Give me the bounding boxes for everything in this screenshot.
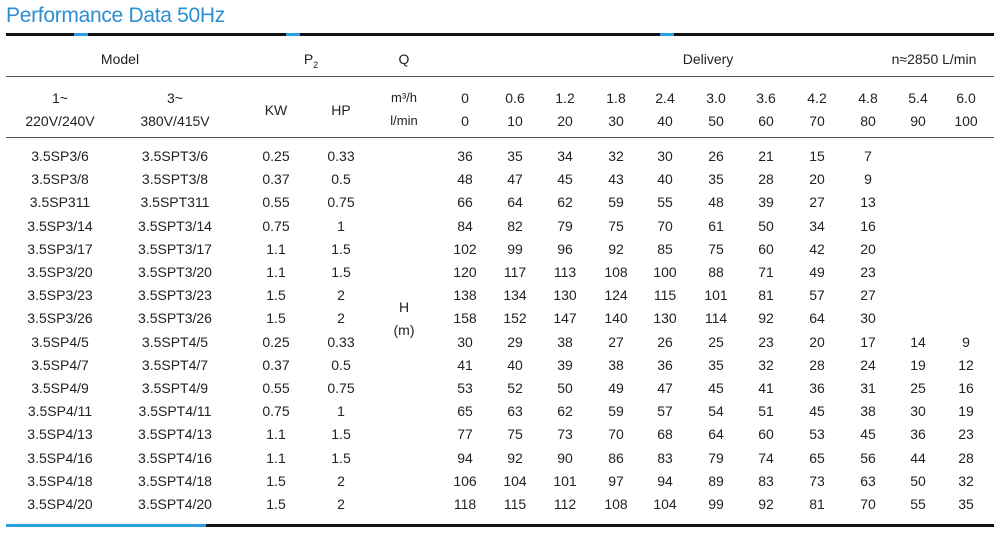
head-cell: 19 [958,403,974,419]
flow-m3h-cell: 5.4 [908,90,928,106]
header-p2 [304,51,318,70]
head-cell: 84 [457,218,473,234]
head-cell: 86 [608,450,624,466]
head-cell: 9 [864,171,872,187]
header-q: Q [398,51,410,67]
head-cell: 73 [557,426,573,442]
head-cell: 28 [809,357,825,373]
head-cell: 102 [453,241,477,257]
model-1ph-cell: 3.5SP3/26 [27,310,93,326]
flow-lmin-cell: 30 [608,113,624,129]
head-cell: 83 [657,450,673,466]
model-1ph-cell: 3.5SP3/14 [27,218,93,234]
header-unit-m3h: m³/h [391,90,417,105]
head-cell: 17 [860,334,876,350]
head-cell: 30 [860,310,876,326]
head-unit-m: (m) [393,322,415,338]
head-cell: 36 [809,380,825,396]
model-3ph-cell: 3.5SPT311 [140,194,210,210]
head-cell: 39 [758,194,774,210]
head-cell: 62 [557,194,573,210]
head-cell: 65 [809,450,825,466]
kw-cell: 0.25 [262,334,290,350]
head-cell: 63 [507,403,523,419]
head-cell: 7 [864,148,872,164]
head-cell: 35 [958,496,974,512]
kw-cell: 0.75 [262,218,290,234]
head-cell: 44 [910,450,926,466]
head-cell: 21 [758,148,774,164]
head-cell: 100 [653,264,677,280]
head-cell: 13 [860,194,876,210]
flow-lmin-cell: 100 [954,113,978,129]
head-cell: 48 [708,194,724,210]
hp-cell: 0.33 [327,148,355,164]
head-cell: 45 [708,380,724,396]
head-cell: 104 [503,473,527,489]
accent-mark [660,33,674,36]
hp-cell: 1 [337,403,345,419]
header-hp: HP [331,102,351,118]
header-speed: n≈2850 L/min [891,51,977,67]
hp-cell: 0.33 [327,334,355,350]
head-cell: 113 [553,264,577,280]
flow-lmin-cell: 0 [461,113,469,129]
flow-lmin-cell: 50 [708,113,724,129]
head-cell: 92 [758,310,774,326]
head-cell: 20 [860,241,876,257]
header-phase1-top: 1~ [52,90,68,106]
kw-cell: 0.55 [262,380,290,396]
head-cell: 94 [657,473,673,489]
head-cell: 73 [809,473,825,489]
head-cell: 30 [657,148,673,164]
flow-m3h-cell: 3.0 [706,90,726,106]
hp-cell: 2 [337,310,345,326]
head-cell: 88 [708,264,724,280]
head-cell: 92 [507,450,523,466]
kw-cell: 1.1 [266,426,286,442]
head-cell: 90 [557,450,573,466]
model-3ph-cell: 3.5SPT3/20 [138,264,212,280]
model-1ph-cell: 3.5SP4/9 [31,380,89,396]
kw-cell: 1.1 [266,450,286,466]
head-cell: 32 [608,148,624,164]
model-3ph-cell: 3.5SPT4/13 [138,426,212,442]
model-3ph-cell: 3.5SPT4/5 [141,334,209,350]
hp-cell: 1 [337,218,345,234]
kw-cell: 1.5 [266,496,286,512]
flow-m3h-cell: 3.6 [756,90,776,106]
flow-m3h-cell: 6.0 [956,90,976,106]
head-cell: 81 [809,496,825,512]
kw-cell: 0.25 [262,148,290,164]
flow-m3h-cell: 2.4 [655,90,675,106]
hp-cell: 2 [337,473,345,489]
head-cell: 62 [557,403,573,419]
head-cell: 26 [708,148,724,164]
head-cell: 31 [860,380,876,396]
head-cell: 99 [708,496,724,512]
head-cell: 51 [758,403,774,419]
top-rule [6,33,994,36]
head-cell: 45 [557,171,573,187]
head-cell: 65 [457,403,473,419]
head-cell: 52 [507,380,523,396]
head-cell: 55 [657,194,673,210]
model-1ph-cell: 3.5SP311 [29,194,91,210]
flow-m3h-cell: 1.8 [606,90,626,106]
head-cell: 79 [557,218,573,234]
hp-cell: 1.5 [331,426,351,442]
head-cell: 15 [809,148,825,164]
flow-lmin-cell: 10 [507,113,523,129]
head-cell: 92 [608,241,624,257]
head-cell: 49 [608,380,624,396]
head-cell: 50 [557,380,573,396]
head-cell: 12 [958,357,974,373]
hp-cell: 1.5 [331,264,351,280]
head-cell: 74 [758,450,774,466]
head-cell: 45 [809,403,825,419]
head-cell: 147 [553,310,577,326]
head-cell: 34 [557,148,573,164]
header-phase3-top: 3~ [167,90,183,106]
header-unit-lmin: l/min [390,113,418,128]
head-cell: 82 [507,218,523,234]
head-cell: 25 [708,334,724,350]
head-cell: 68 [657,426,673,442]
head-cell: 101 [704,287,728,303]
head-cell: 34 [809,218,825,234]
head-cell: 25 [910,380,926,396]
head-cell: 64 [708,426,724,442]
model-1ph-cell: 3.5SP4/13 [27,426,93,442]
head-cell: 36 [457,148,473,164]
head-cell: 97 [608,473,624,489]
head-cell: 124 [604,287,628,303]
model-3ph-cell: 3.5SPT3/26 [138,310,212,326]
head-cell: 63 [860,473,876,489]
head-cell: 47 [507,171,523,187]
head-cell: 23 [860,264,876,280]
head-cell: 130 [653,310,677,326]
model-3ph-cell: 3.5SPT4/9 [141,380,209,396]
head-cell: 57 [657,403,673,419]
kw-cell: 1.1 [266,264,286,280]
flow-lmin-cell: 60 [758,113,774,129]
head-cell: 14 [910,334,926,350]
kw-cell: 1.1 [266,241,286,257]
header-kw: KW [264,102,288,118]
head-cell: 42 [809,241,825,257]
head-cell: 115 [503,496,527,512]
head-cell: 59 [608,403,624,419]
hp-cell: 1.5 [331,241,351,257]
head-cell: 75 [507,426,523,442]
head-cell: 32 [958,473,974,489]
head-cell: 53 [457,380,473,396]
head-cell: 117 [503,264,527,280]
head-cell: 27 [860,287,876,303]
hp-cell: 1.5 [331,450,351,466]
head-cell: 35 [708,357,724,373]
model-3ph-cell: 3.5SPT4/11 [138,403,212,419]
page-title: Performance Data 50Hz [6,4,225,27]
head-cell: 47 [657,380,673,396]
head-cell: 118 [453,496,477,512]
flow-lmin-cell: 40 [657,113,673,129]
kw-cell: 0.37 [262,171,290,187]
model-1ph-cell: 3.5SP4/5 [31,334,89,350]
accent-mark [286,33,300,36]
head-cell: 38 [557,334,573,350]
head-cell: 108 [604,496,628,512]
head-cell: 54 [708,403,724,419]
model-3ph-cell: 3.5SPT3/14 [138,218,212,234]
head-cell: 130 [553,287,577,303]
header-delivery: Delivery [682,51,734,67]
model-3ph-cell: 3.5SPT4/16 [138,450,212,466]
head-cell: 81 [758,287,774,303]
head-cell: 27 [809,194,825,210]
head-cell: 56 [860,450,876,466]
model-3ph-cell: 3.5SPT4/7 [141,357,209,373]
head-cell: 39 [557,357,573,373]
head-cell: 50 [758,218,774,234]
head-unit-h: H [398,299,410,315]
head-cell: 83 [758,473,774,489]
model-3ph-cell: 3.5SPT3/6 [141,148,209,164]
head-cell: 140 [604,310,628,326]
model-3ph-cell: 3.5SPT3/17 [138,241,212,257]
flow-m3h-cell: 0 [461,90,469,106]
kw-cell: 1.5 [266,310,286,326]
hp-cell: 2 [337,287,345,303]
header-p2-sub: 2 [313,59,319,70]
model-1ph-cell: 3.5SP3/20 [27,264,93,280]
head-cell: 99 [507,241,523,257]
header-divider [6,137,994,138]
head-cell: 101 [553,473,577,489]
model-1ph-cell: 3.5SP4/11 [27,403,93,419]
head-cell: 60 [758,426,774,442]
flow-lmin-cell: 90 [910,113,926,129]
head-cell: 104 [653,496,677,512]
head-cell: 26 [657,334,673,350]
head-cell: 53 [809,426,825,442]
model-1ph-cell: 3.5SP4/20 [27,496,93,512]
head-cell: 108 [604,264,628,280]
header-phase3-bottom: 380V/415V [140,113,210,129]
flow-m3h-cell: 4.8 [858,90,878,106]
model-1ph-cell: 3.5SP3/17 [27,241,93,257]
header-p2-letter: P [303,51,314,67]
head-cell: 94 [457,450,473,466]
head-cell: 152 [503,310,527,326]
hp-cell: 0.5 [331,171,351,187]
hp-cell: 0.75 [327,380,355,396]
kw-cell: 1.5 [266,287,286,303]
head-cell: 27 [608,334,624,350]
flow-m3h-cell: 4.2 [807,90,827,106]
head-cell: 23 [958,426,974,442]
head-cell: 41 [457,357,473,373]
flow-lmin-cell: 20 [557,113,573,129]
head-cell: 138 [453,287,477,303]
model-3ph-cell: 3.5SPT3/8 [141,171,209,187]
hp-cell: 0.5 [331,357,351,373]
flow-lmin-cell: 70 [809,113,825,129]
head-cell: 66 [457,194,473,210]
head-cell: 70 [860,496,876,512]
model-3ph-cell: 3.5SPT4/20 [138,496,212,512]
model-1ph-cell: 3.5SP3/23 [27,287,93,303]
head-cell: 23 [758,334,774,350]
flow-m3h-cell: 0.6 [505,90,525,106]
head-cell: 79 [708,450,724,466]
head-cell: 16 [958,380,974,396]
head-cell: 38 [860,403,876,419]
flow-m3h-cell: 1.2 [555,90,575,106]
head-cell: 38 [608,357,624,373]
head-cell: 35 [507,148,523,164]
head-cell: 49 [809,264,825,280]
head-cell: 112 [553,496,577,512]
head-cell: 120 [453,264,477,280]
accent-mark [6,524,206,527]
head-cell: 70 [608,426,624,442]
head-cell: 75 [708,241,724,257]
head-cell: 64 [809,310,825,326]
head-cell: 32 [758,357,774,373]
model-1ph-cell: 3.5SP4/16 [27,450,93,466]
head-cell: 92 [758,496,774,512]
head-cell: 30 [910,403,926,419]
head-cell: 61 [708,218,724,234]
kw-cell: 0.55 [262,194,290,210]
header-model: Model [100,51,140,67]
head-cell: 19 [910,357,926,373]
head-cell: 40 [657,171,673,187]
head-cell: 70 [657,218,673,234]
head-cell: 16 [860,218,876,234]
kw-cell: 1.5 [266,473,286,489]
model-1ph-cell: 3.5SP4/7 [31,357,89,373]
head-cell: 77 [457,426,473,442]
head-cell: 48 [457,171,473,187]
head-cell: 106 [453,473,477,489]
head-cell: 89 [708,473,724,489]
kw-cell: 0.75 [262,403,290,419]
model-1ph-cell: 3.5SP3/6 [31,148,89,164]
head-cell: 41 [758,380,774,396]
header-phase1-bottom: 220V/240V [25,113,95,129]
hp-cell: 0.75 [327,194,355,210]
head-cell: 55 [910,496,926,512]
head-cell: 28 [758,171,774,187]
head-cell: 115 [653,287,677,303]
model-1ph-cell: 3.5SP3/8 [31,171,89,187]
head-cell: 20 [809,334,825,350]
accent-mark [74,33,88,36]
head-cell: 60 [758,241,774,257]
head-cell: 36 [657,357,673,373]
head-cell: 71 [758,264,774,280]
head-cell: 36 [910,426,926,442]
head-cell: 30 [457,334,473,350]
head-cell: 20 [809,171,825,187]
head-cell: 57 [809,287,825,303]
head-cell: 24 [860,357,876,373]
head-cell: 50 [910,473,926,489]
head-cell: 9 [962,334,970,350]
head-cell: 75 [608,218,624,234]
model-1ph-cell: 3.5SP4/18 [27,473,93,489]
head-cell: 35 [708,171,724,187]
head-cell: 64 [507,194,523,210]
head-cell: 158 [453,310,477,326]
head-cell: 29 [507,334,523,350]
head-cell: 59 [608,194,624,210]
head-cell: 134 [503,287,527,303]
flow-lmin-cell: 80 [860,113,876,129]
head-cell: 45 [860,426,876,442]
head-cell: 28 [958,450,974,466]
head-cell: 114 [704,310,728,326]
model-3ph-cell: 3.5SPT3/23 [138,287,212,303]
head-cell: 85 [657,241,673,257]
header-divider [6,76,994,77]
kw-cell: 0.37 [262,357,290,373]
head-cell: 96 [557,241,573,257]
head-cell: 40 [507,357,523,373]
head-cell: 43 [608,171,624,187]
hp-cell: 2 [337,496,345,512]
model-3ph-cell: 3.5SPT4/18 [138,473,212,489]
